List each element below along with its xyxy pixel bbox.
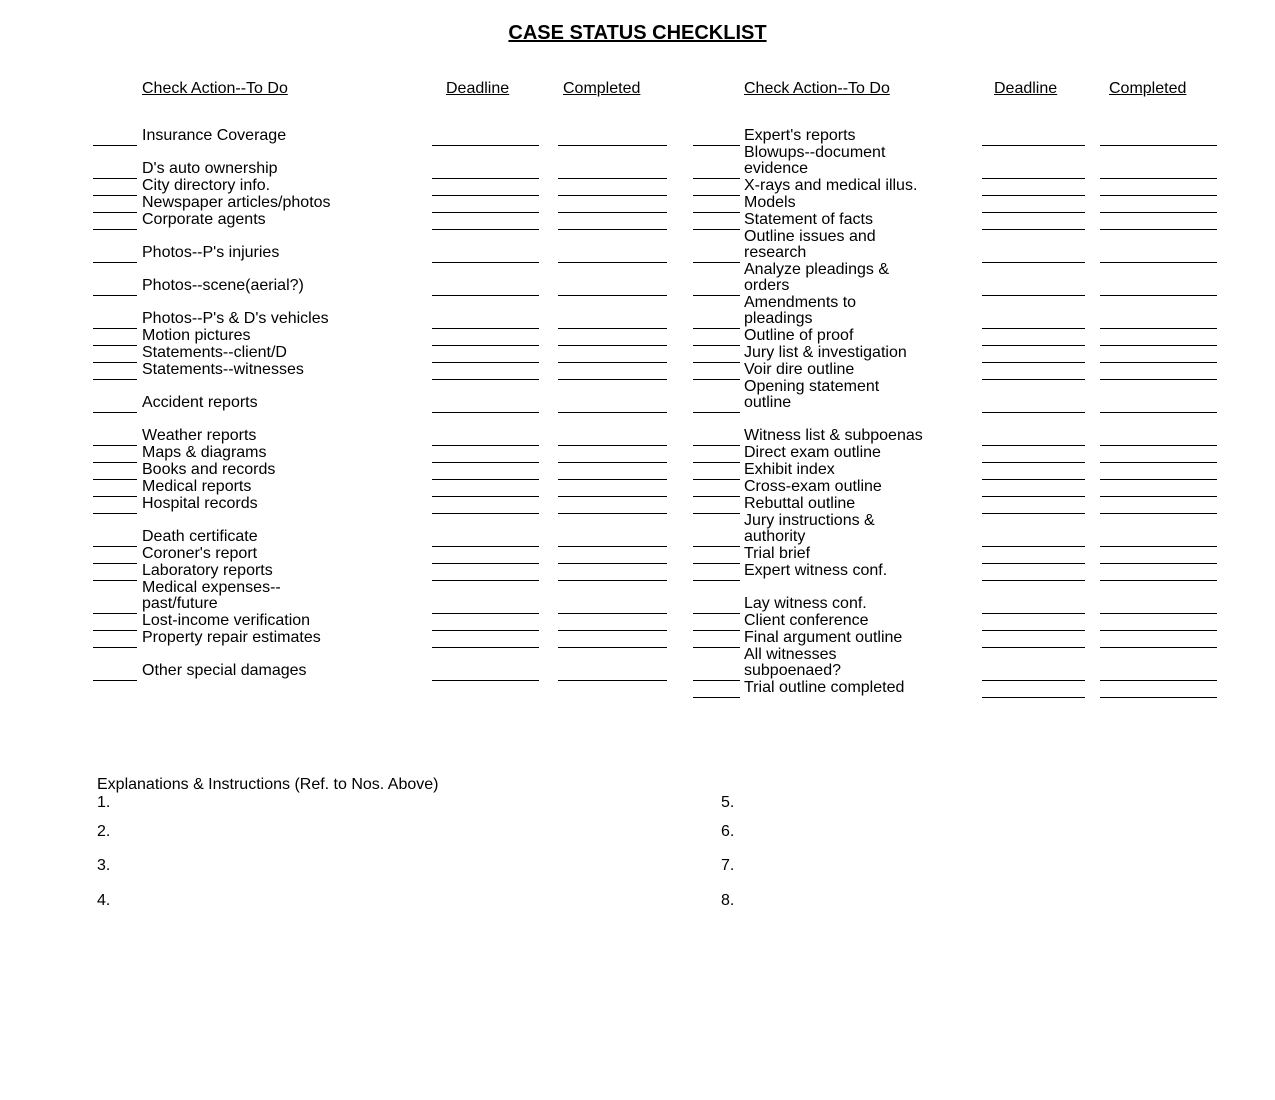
- checklist-item-label: Laboratory reports: [142, 562, 273, 580]
- deadline-blank[interactable]: [982, 212, 1085, 213]
- checklist-item-label: Amendments to pleadings: [744, 293, 857, 328]
- checklist-item-label: Expert witness conf.: [744, 562, 888, 580]
- checklist-item-label: Statements--client/D: [142, 344, 287, 362]
- check-blank[interactable]: [693, 697, 740, 698]
- completed-blank[interactable]: [1100, 513, 1217, 514]
- completed-blank[interactable]: [1100, 563, 1217, 564]
- deadline-blank[interactable]: [982, 563, 1085, 564]
- checklist-item-label: Direct exam outline: [744, 444, 881, 462]
- check-blank[interactable]: [693, 345, 740, 346]
- check-blank[interactable]: [693, 630, 740, 631]
- completed-blank[interactable]: [1100, 496, 1217, 497]
- deadline-blank[interactable]: [982, 580, 1085, 581]
- checklist-item-label: Hospital records: [142, 495, 258, 513]
- checklist-item-label: Client conference: [744, 612, 869, 630]
- checklist-row: [0, 679, 1275, 698]
- completed-blank[interactable]: [1100, 379, 1217, 380]
- deadline-blank[interactable]: [982, 496, 1085, 497]
- checklist-item-label: Death certificate: [142, 528, 258, 546]
- checklist-item-label: Property repair estimates: [142, 629, 321, 647]
- explanations-heading: Explanations & Instructions (Ref. to Nos. Above): [97, 776, 439, 793]
- deadline-blank[interactable]: [982, 379, 1085, 380]
- checklist-item-label: Newspaper articles/photos: [142, 194, 331, 212]
- checklist-item-label: Medical reports: [142, 478, 252, 496]
- checklist-item-label: City directory info.: [142, 177, 271, 195]
- checklist-item-label: Voir dire outline: [744, 361, 855, 379]
- check-blank[interactable]: [693, 580, 740, 581]
- deadline-blank[interactable]: [982, 479, 1085, 480]
- check-blank[interactable]: [693, 563, 740, 564]
- check-blank[interactable]: [693, 613, 740, 614]
- checklist-item-label: Expert's reports: [744, 127, 856, 145]
- checklist-item-label: Statements--witnesses: [142, 361, 304, 379]
- checklist-item-label: All witnesses subpoenaed?: [744, 645, 841, 680]
- checklist-item-label: Models: [744, 194, 796, 212]
- checklist-item-label: Medical expenses-- past/future: [142, 578, 281, 613]
- deadline-blank[interactable]: [982, 630, 1085, 631]
- completed-blank[interactable]: [1100, 647, 1217, 648]
- explanation-number: 3.: [97, 857, 111, 874]
- deadline-blank[interactable]: [982, 295, 1085, 296]
- checklist-item-label: Photos--scene(aerial?): [142, 277, 304, 295]
- check-blank[interactable]: [693, 412, 740, 413]
- deadline-blank[interactable]: [982, 546, 1085, 547]
- deadline-blank[interactable]: [982, 680, 1085, 681]
- deadline-blank[interactable]: [982, 229, 1085, 230]
- deadline-blank[interactable]: [982, 195, 1085, 196]
- right-header-deadline: Deadline: [994, 80, 1058, 97]
- checklist-item-label: Insurance Coverage: [142, 127, 287, 145]
- left-header-action: Check Action--To Do: [142, 80, 288, 97]
- deadline-blank[interactable]: [982, 262, 1085, 263]
- explanation-number: 5.: [721, 794, 735, 811]
- checklist-item-label: Statement of facts: [744, 211, 873, 229]
- right-header-completed: Completed: [1109, 80, 1187, 97]
- deadline-blank[interactable]: [982, 412, 1085, 413]
- checklist-item-label: Witness list & subpoenas: [744, 427, 923, 445]
- check-blank[interactable]: [693, 295, 740, 296]
- right-header-action: Check Action--To Do: [744, 80, 890, 97]
- checklist-item-label: X-rays and medical illus.: [744, 177, 918, 195]
- page-title: CASE STATUS CHECKLIST: [508, 22, 767, 44]
- completed-blank[interactable]: [1100, 262, 1217, 263]
- deadline-blank[interactable]: [982, 445, 1085, 446]
- checklist-item-label: Corporate agents: [142, 211, 266, 229]
- deadline-blank[interactable]: [982, 345, 1085, 346]
- check-blank[interactable]: [693, 212, 740, 213]
- deadline-blank[interactable]: [982, 697, 1085, 698]
- check-blank[interactable]: [693, 445, 740, 446]
- checklist-item-label: Photos--P's & D's vehicles: [142, 310, 329, 328]
- explanation-number: 7.: [721, 857, 735, 874]
- completed-blank[interactable]: [1100, 295, 1217, 296]
- completed-blank[interactable]: [1100, 462, 1217, 463]
- checklist-item-label: D's auto ownership: [142, 160, 278, 178]
- checklist-item-label: Lost-income verification: [142, 612, 311, 630]
- deadline-blank[interactable]: [982, 462, 1085, 463]
- deadline-blank[interactable]: [982, 178, 1085, 179]
- check-blank[interactable]: [693, 328, 740, 329]
- completed-blank[interactable]: [1100, 178, 1217, 179]
- checklist-item-label: Photos--P's injuries: [142, 244, 280, 262]
- check-blank[interactable]: [693, 496, 740, 497]
- checklist-item-label: Rebuttal outline: [744, 495, 856, 513]
- checklist-item-label: Opening statement outline: [744, 377, 880, 412]
- checklist-item-label: Outline of proof: [744, 327, 854, 345]
- check-blank[interactable]: [693, 462, 740, 463]
- checklist-item-label: Weather reports: [142, 427, 257, 445]
- completed-blank[interactable]: [1100, 362, 1217, 363]
- check-blank[interactable]: [693, 479, 740, 480]
- check-blank[interactable]: [693, 362, 740, 363]
- left-header-deadline: Deadline: [446, 80, 510, 97]
- check-blank[interactable]: [693, 647, 740, 648]
- completed-blank[interactable]: [1100, 479, 1217, 480]
- explanation-number: 1.: [97, 794, 111, 811]
- check-blank[interactable]: [693, 680, 740, 681]
- completed-blank[interactable]: [1100, 697, 1217, 698]
- check-blank[interactable]: [693, 513, 740, 514]
- completed-blank[interactable]: [1100, 328, 1217, 329]
- check-blank[interactable]: [693, 229, 740, 230]
- completed-blank[interactable]: [1100, 445, 1217, 446]
- checklist-item-label: Other special damages: [142, 662, 307, 680]
- checklist-item-label: Motion pictures: [142, 327, 251, 345]
- completed-blank[interactable]: [1100, 212, 1217, 213]
- explanation-number: 8.: [721, 892, 735, 909]
- completed-blank[interactable]: [1100, 345, 1217, 346]
- checklist-item-label: Maps & diagrams: [142, 444, 267, 462]
- deadline-blank[interactable]: [982, 513, 1085, 514]
- checklist-item-label: Trial brief: [744, 545, 811, 563]
- explanation-number: 6.: [721, 823, 735, 840]
- check-blank[interactable]: [693, 262, 740, 263]
- checklist-item-label: Trial outline completed: [744, 679, 905, 697]
- completed-blank[interactable]: [1100, 195, 1217, 196]
- checklist-item-label: Books and records: [142, 461, 276, 479]
- completed-blank[interactable]: [1100, 412, 1217, 413]
- checklist-item-label: Lay witness conf.: [744, 595, 867, 613]
- checklist-item-label: Outline issues and research: [744, 227, 876, 262]
- checklist-item-label: Final argument outline: [744, 629, 903, 647]
- checklist-item-label: Jury list & investigation: [744, 344, 907, 362]
- checklist-item-label: Accident reports: [142, 394, 258, 412]
- deadline-blank[interactable]: [982, 647, 1085, 648]
- checklist-item-label: Blowups--document evidence: [744, 143, 886, 178]
- deadline-blank[interactable]: [982, 328, 1085, 329]
- checklist-item-label: Jury instructions & authority: [744, 511, 875, 546]
- explanation-number: 4.: [97, 892, 111, 909]
- explanation-number: 2.: [97, 823, 111, 840]
- completed-blank[interactable]: [1100, 145, 1217, 146]
- deadline-blank[interactable]: [982, 362, 1085, 363]
- check-blank[interactable]: [693, 195, 740, 196]
- deadline-blank[interactable]: [982, 145, 1085, 146]
- check-blank[interactable]: [693, 178, 740, 179]
- checklist-item-label: Coroner's report: [142, 545, 258, 563]
- left-header-completed: Completed: [563, 80, 641, 97]
- checklist-item-label: Cross-exam outline: [744, 478, 882, 496]
- completed-blank[interactable]: [1100, 580, 1217, 581]
- completed-blank[interactable]: [1100, 613, 1217, 614]
- checklist-item-label: Analyze pleadings & orders: [744, 260, 889, 295]
- completed-blank[interactable]: [1100, 680, 1217, 681]
- checklist-item-label: Exhibit index: [744, 461, 835, 479]
- check-blank[interactable]: [693, 546, 740, 547]
- check-blank[interactable]: [693, 145, 740, 146]
- deadline-blank[interactable]: [982, 613, 1085, 614]
- completed-blank[interactable]: [1100, 546, 1217, 547]
- completed-blank[interactable]: [1100, 229, 1217, 230]
- check-blank[interactable]: [693, 379, 740, 380]
- completed-blank[interactable]: [1100, 630, 1217, 631]
